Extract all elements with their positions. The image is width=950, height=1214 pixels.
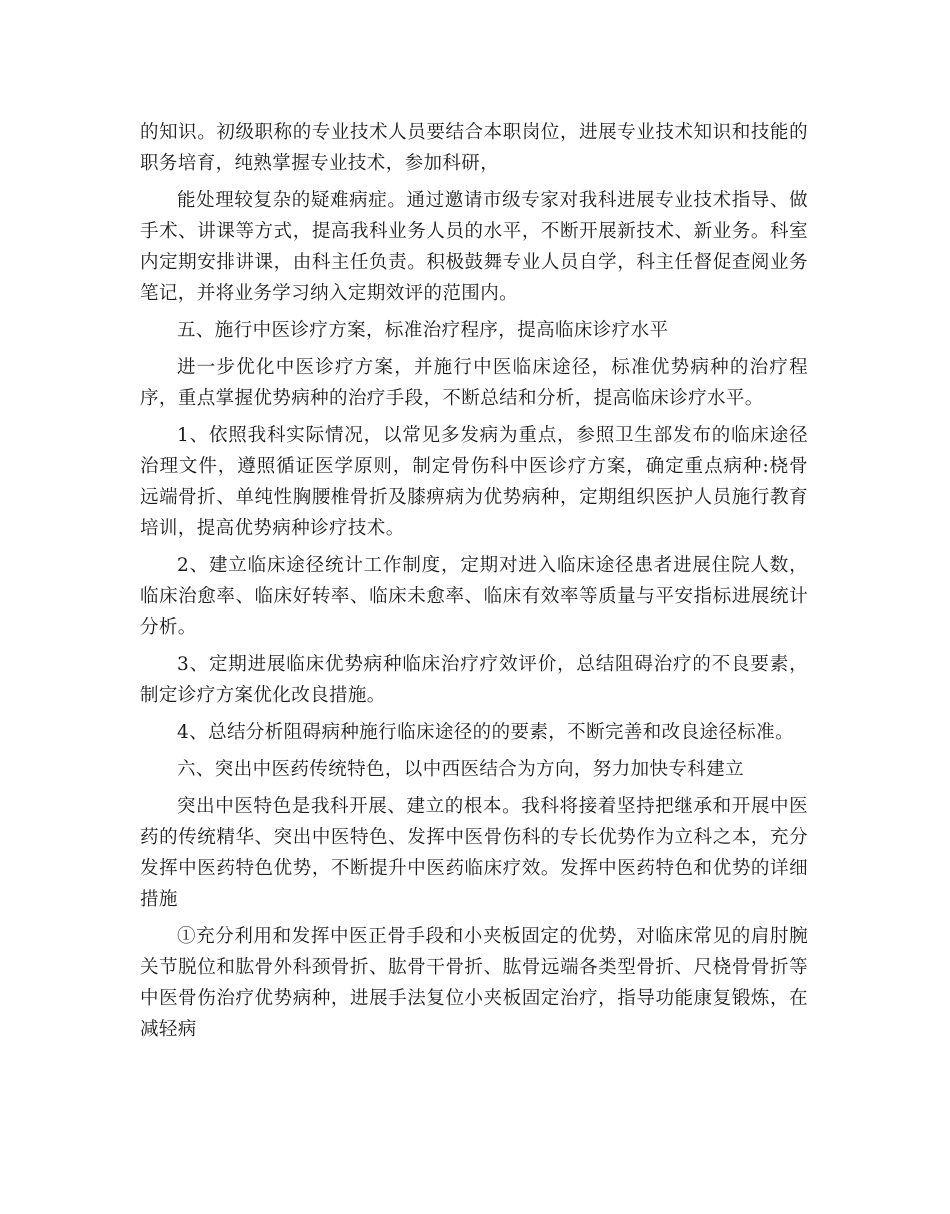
paragraph-1: 的知识。初级职称的专业技术人员要结合本职岗位，进展专业技术知识和技能的职务培育，纯熟掌握专业技术，参加科研，	[140, 122, 808, 174]
paragraph-2: 能处理较复杂的疑难病症。通过邀请市级专家对我科进展专业技术指导、做手术、讲课等方式，提高我科业务人员的水平，不断开展新技术、新业务。科室内定期安排讲课，由科主任负责。积极鼓舞专业人员自学，科主任督促查阅业务笔记，并将业务学习纳入定期效评的范围内。	[140, 190, 808, 304]
list-item-4: 4、总结分析阻碍病种施行临床途径的的要素，不断完善和改良途径标准。	[177, 722, 794, 743]
list-item-3: 3、定期进展临床优势病种临床治疗疗效评价，总结阻碍治疗的不良要素，制定诊疗方案优化改良措施。	[140, 654, 808, 706]
paragraph-10: 突出中医特色是我科开展、建立的根本。我科将接着坚持把继承和开展中医药的传统精华、突出中医特色、发挥中医骨伤科的专长优势作为立科之本，充分发挥中医药特色优势，不断提升中医药临床疗效。发挥中医药特色和优势的详细措施	[140, 796, 808, 910]
paragraph-4: 进一步优化中医诊疗方案，并施行中医临床途径，标准优势病种的治疗程序，重点掌握优势病种的治疗手段，不断总结和分析，提高临床诊疗水平。	[140, 357, 808, 409]
document-page	[140, 117, 808, 1051]
list-item-1: 1、依照我科实际情况，以常见多发病为重点，参照卫生部发布的临床途径治理文件，遵照循证医学原则，制定骨伤科中医诊疗方案，确定重点病种:桡骨远端骨折、单纯性胸腰椎骨折及膝痹病为优势病种，定期组织医护人员施行教育培训，提高优势病种诊疗技术。	[140, 425, 808, 539]
paragraph-11: ①充分利用和发挥中医正骨手段和小夹板固定的优势，对临床常见的肩肘腕关节脱位和肱骨外科颈骨折、肱骨干骨折、肱骨远端各类型骨折、尺桡骨骨折等中医骨伤治疗优势病种，进展手法复位小夹板固定治疗，指导功能康复锻炼，在减轻病	[140, 926, 808, 1040]
section-heading-5: 五、施行中医诊疗方案，标准治疗程序，提高临床诊疗水平	[177, 320, 669, 341]
list-item-2: 2、建立临床途径统计工作制度，定期对进入临床途径患者进展住院人数，临床治愈率、临床好转率、临床未愈率、临床有效率等质量与平安指标进展统计分析。	[140, 555, 808, 638]
section-heading-6: 六、突出中医药传统特色，以中西医结合为方向，努力加快专科建立	[177, 759, 745, 780]
